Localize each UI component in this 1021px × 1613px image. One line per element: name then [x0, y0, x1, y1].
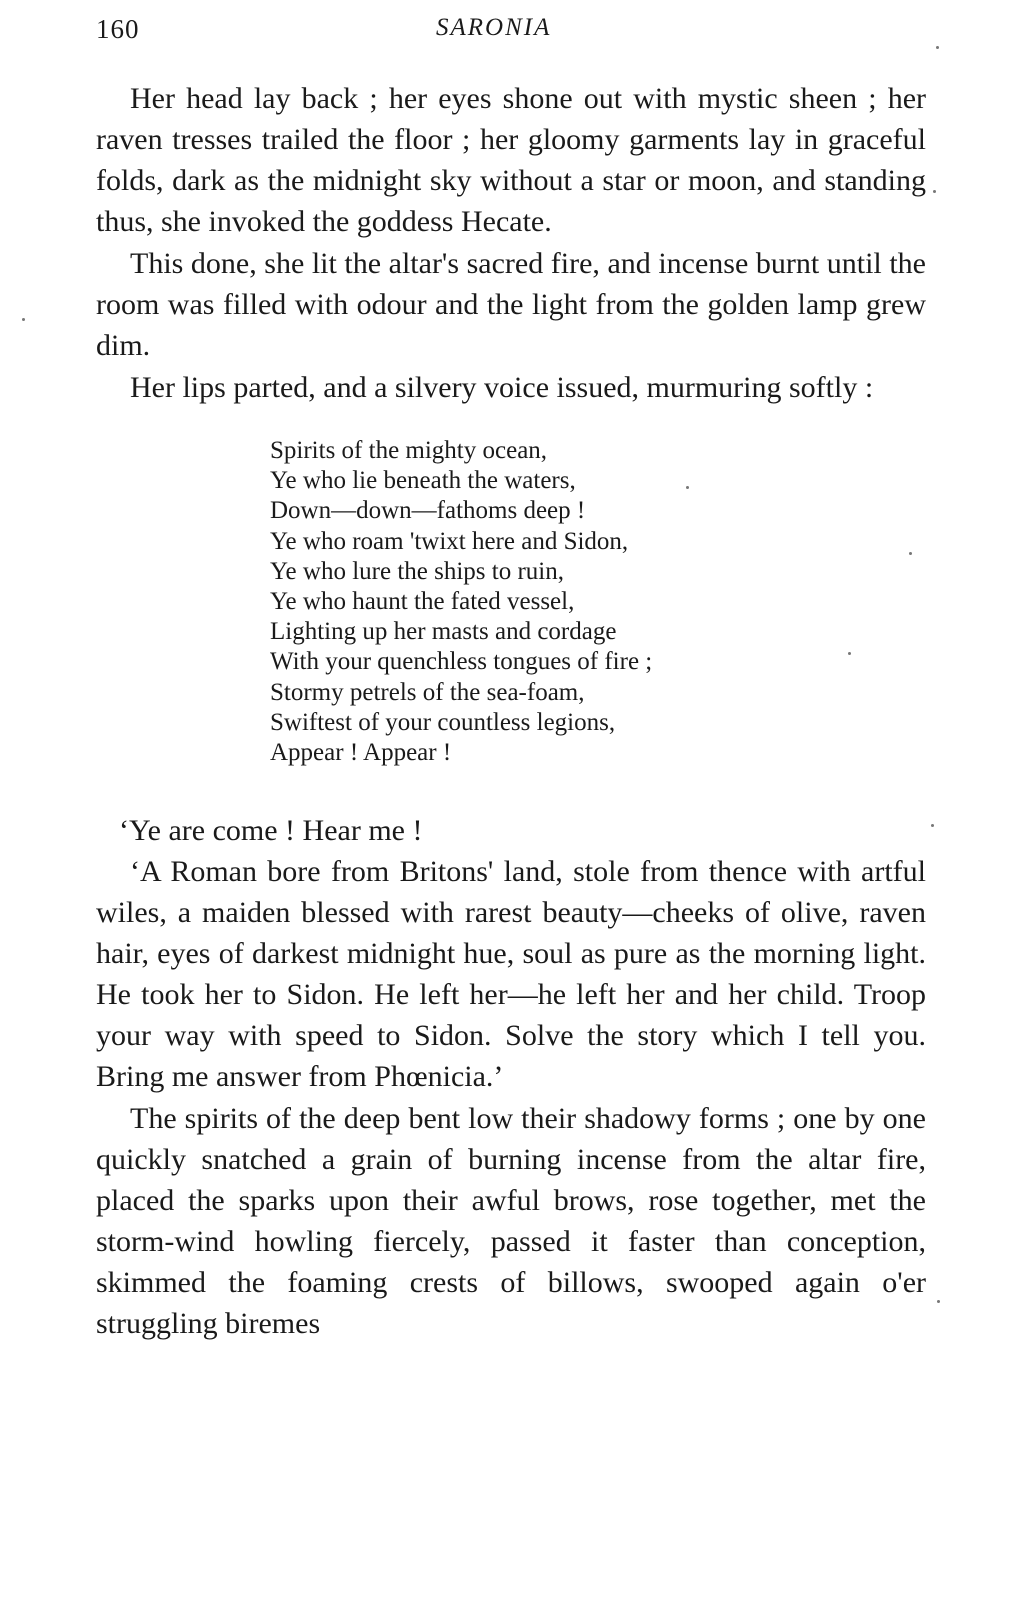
- paper-speck: [937, 1300, 940, 1303]
- paragraph-altar-fire: This done, she lit the altar's sacred fire, and incense burnt until the room was filled with odour and the light from the golden lamp grew dim.: [96, 247, 926, 362]
- verse-line: Ye who roam 'twixt here and Sidon,: [270, 527, 629, 555]
- paragraph-hecate: Her head lay back ; her eyes shone out with mystic sheen ; her raven tresses trailed the floor ; her gloomy garments lay in graceful folds, dark as the midnight sky without a star or moon, and standing thus, she invoked the goddess Hecate.: [96, 82, 926, 238]
- paper-speck: [909, 552, 912, 555]
- verse-line: Ye who haunt the fated vessel,: [270, 588, 575, 616]
- verse-line: Stormy petrels of the sea-foam,: [270, 678, 585, 706]
- dialogue-roman-maiden: ‘A Roman bore from Britons' land, stole from thence with artful wiles, a maiden blessed with rarest beauty—cheeks of olive, raven hair, eyes of darkest midnight hue, soul as pure as the morning light. He took her to Sidon. He left her—he left her and her child. Troop your way with speed to Sidon. Solve the story which I tell you. Bring me answer from Phœnicia.’: [96, 855, 926, 1094]
- paper-speck: [931, 824, 934, 827]
- paper-speck: [933, 190, 936, 193]
- verse-invocation: [270, 436, 926, 768]
- dialogue-ye-are-come: ‘Ye are come ! Hear me !: [119, 814, 423, 848]
- body-text: [96, 78, 926, 1344]
- paper-speck: [686, 486, 689, 489]
- page-number: 160: [96, 14, 140, 44]
- paper-speck: [22, 318, 25, 321]
- verse-line: With your quenchless tongues of fire ;: [270, 648, 653, 676]
- paragraph-spirits-of-deep: The spirits of the deep bent low their shadowy forms ; one by one quickly snatched a grain of burning incense from the altar fire, placed the sparks upon their awful brows, rose together, met the storm-wind howling fiercely, passed it faster than conception, skimmed the foaming crests of billows, swooped again o'er struggling biremes: [96, 1102, 926, 1341]
- running-title: SARONIA: [436, 14, 552, 41]
- verse-line: Spirits of the mighty ocean,: [270, 437, 548, 464]
- verse-line: Ye who lie beneath the waters,: [270, 467, 576, 495]
- verse-line: Appear ! Appear !: [270, 739, 452, 767]
- verse-line: Down—down—fathoms deep !: [270, 497, 586, 525]
- verse-line: Lighting up her masts and cordage: [270, 618, 617, 646]
- running-head: [96, 14, 926, 54]
- paragraph-lips-parted: Her lips parted, and a silvery voice issued, murmuring softly :: [130, 371, 874, 404]
- paper-speck: [936, 46, 939, 49]
- paper-speck: [848, 652, 851, 655]
- verse-line: Ye who lure the ships to ruin,: [270, 557, 564, 585]
- verse-line: Swiftest of your countless legions,: [270, 708, 616, 736]
